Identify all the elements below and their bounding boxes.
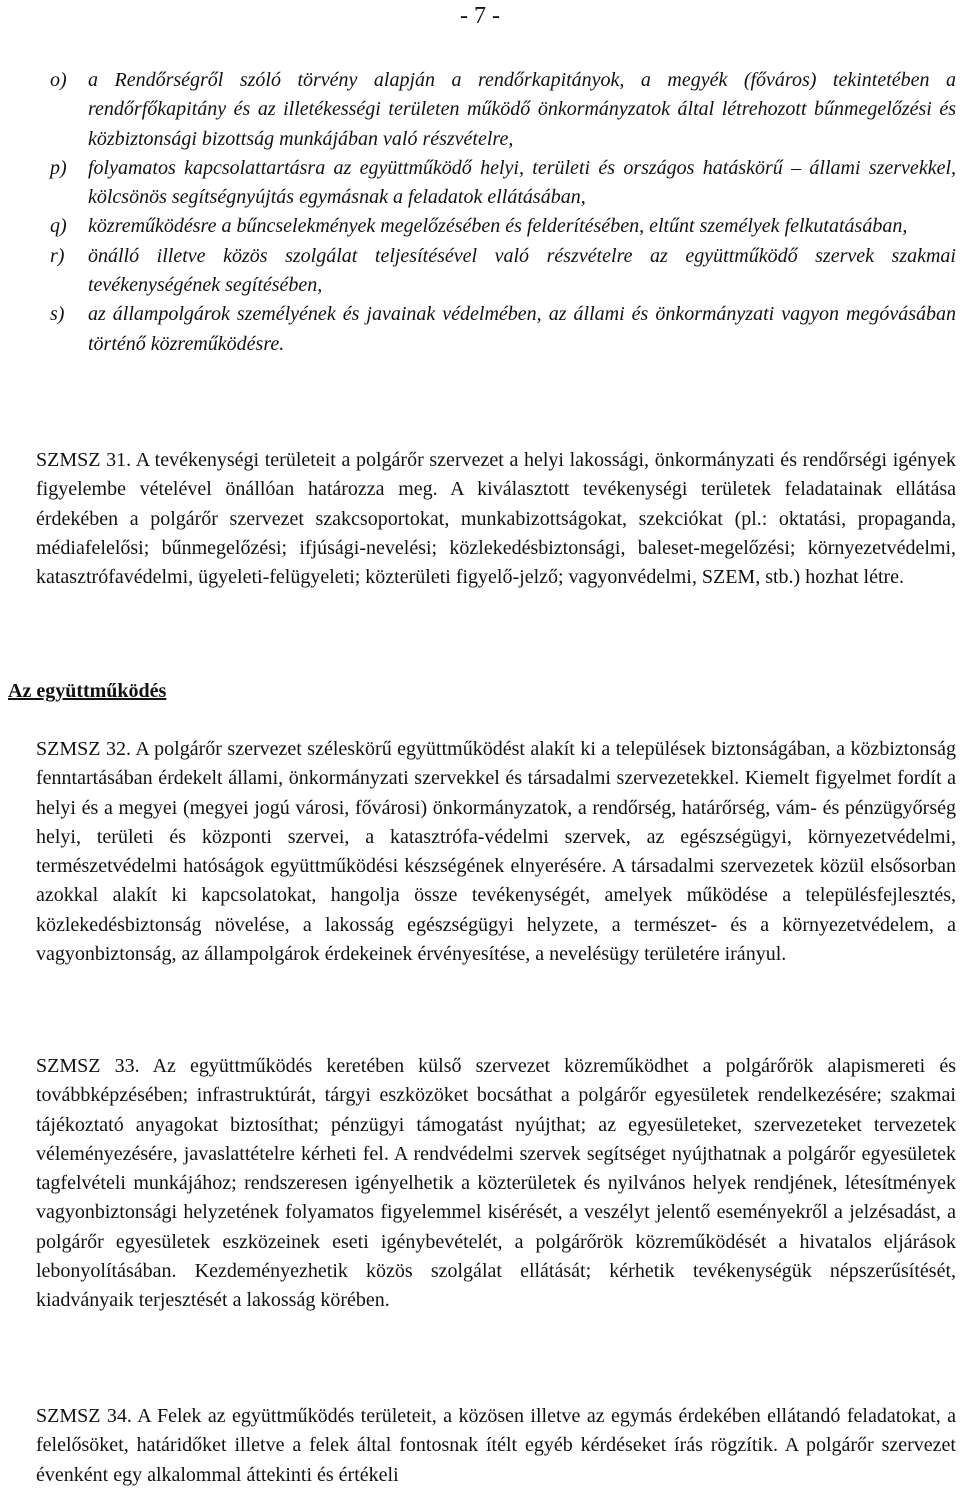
szmsz-34-paragraph — [36, 1402, 956, 1490]
section-label: SZMSZ 32. — [36, 738, 131, 760]
list-item — [50, 242, 956, 301]
list-item-text: önálló illetve közös szolgálat teljesítésével való részvételre az együttműködő szervek szakmai tevékenységének segítésében, — [88, 244, 956, 297]
section-text: Az együttműködés keretében külső szervezet közreműködhet a polgárőrök alapismereti és továbbképzésében; infrastruktúrát, tárgyi eszközöket bocsáthat a polgárőr egyesületek rendelkezésére; szakmai tájékoztató anyagokat biztosíthat; pénzügyi támogatást nyújthat; az egyesületeket, szervezeteket tervezetek véleményezésére, javaslattételre kérheti fel. A rendvédelmi szervek segítséget nyújthatnak a polgárőr egyesületek tagfelvételi munkájához; rendszeresen igényelhetik a közterületek és nyilvános helyek rendjének, létesítmények vagyonbiztonsági helyzetének folyamatos figyelemmel kisérését, a veszélyt jelentő eseményekről a jelzésadást, a polgárőr egyesületek eszközeinek eseti igénybevételét, a polgárőrök közreműködését a hivatalos eljárások lebonyolításában. Kezdeményezhetik közös szolgálat ellátását; kérhetik tevékenységük népszerűsítését, kiadványaik terjesztését a lakosság körében. — [36, 1055, 956, 1312]
list-marker: o) — [50, 69, 67, 91]
szmsz-31-paragraph — [36, 446, 956, 592]
list-item-text: folyamatos kapcsolattartásra az együttműködő helyi, területi és országos hatáskörű – állami szervekkel, kölcsönös segítségnyújtás egymásnak a feladatok ellátásában, — [88, 156, 956, 209]
list-item-text: a Rendőrségről szóló törvény alapján a rendőrkapitányok, a megyék (főváros) tekintetében a rendőrfőkapitány és az illetékességi területen működő önkormányzatok által létrehozott bűnmegelőzési és közbiztonsági bizottság munkájában való részvételre, — [88, 69, 956, 150]
page-number: - 7 - — [460, 3, 500, 29]
list-item-text: közreműködésre a bűncselekmények megelőzésében és felderítésében, eltűnt személyek felkutatásában, — [88, 215, 908, 238]
section-label: SZMSZ 34. — [36, 1405, 132, 1427]
list-item — [50, 300, 956, 359]
list-item — [50, 154, 956, 213]
section-text: A tevékenységi területeit a polgárőr szervezet a helyi lakossági, önkormányzati és rendőrségi igények figyelembe vételével önállóan határozza meg. A kiválasztott tevékenységi területek feladatainak ellátása érdekében a polgárőr szervezet szakcsoportokat, munkabizottságokat, szekciókat (pl.: oktatási, propaganda, médiafelelősi; bűnmegelőzési; ifjúsági-nevelési; közlekedésbiztonsági, baleset-megelőzési; környezetvédelmi, katasztrófavédelmi, ügyeleti-felügyeleti; közterületi figyelő-jelző; vagyonvédelmi, SZEM, stb.) hozhat létre. — [36, 449, 957, 589]
list-marker: r) — [50, 244, 65, 267]
list-item — [50, 212, 956, 241]
list-marker: p) — [50, 156, 67, 179]
list-item-text: az állampolgárok személyének és javainak védelmében, az állami és önkormányzati vagyon megóvásában történő közreműködésre. — [88, 303, 956, 355]
section-text: A Felek az együttműködés területeit, a közösen illetve az egymás érdekében ellátandó feladatokat, a felelősöket, határidőket illetve a felek által fontosnak ítélt egyéb kérdéseket írás rögzítik. A polgárőr szervezet évenként egy alkalommal áttekinti és értékeli — [36, 1405, 956, 1486]
obligations-list — [50, 66, 956, 359]
list-item — [50, 66, 956, 154]
section-heading: Az együttműködés — [8, 680, 167, 702]
list-marker: s) — [50, 303, 65, 326]
section-label: SZMSZ 31. — [36, 449, 132, 471]
list-marker: q) — [50, 215, 67, 238]
szmsz-33-paragraph — [36, 1052, 956, 1316]
section-label: SZMSZ 33. — [36, 1055, 140, 1077]
section-text: A polgárőr szervezet széleskörű együttműködést alakít ki a települések biztonságában, a közbiztonság fenntartásában érdekelt állami, önkormányzati szervekkel és társadalmi szervezetekkel. Kiemelt figyelmet fordít a helyi és a megyei (megyei jogú városi, fővárosi) önkormányzatok, a rendőrség, határőrség, vám- és pénzügyőrség helyi, területi és központi szervei, a katasztrófa-védelmi szervek, az egészségügyi, környezetvédelmi, természetvédelmi hatóságok együttműködési készségének elnyerésére. A társadalmi szervezetek közül elsősorban azokkal alakít ki kapcsolatokat, hangolja össze tevékenységét, amelyek működése a településfejlesztés, közlekedésbiztonság növelése, a lakosság egészségügyi helyzete, a természet- és a környezetvédelem, a vagyonbiztonság, az állampolgárok érdekeinek érvényesítése, a nevelésügy területére irányul. — [36, 738, 956, 966]
szmsz-32-paragraph — [36, 735, 956, 969]
